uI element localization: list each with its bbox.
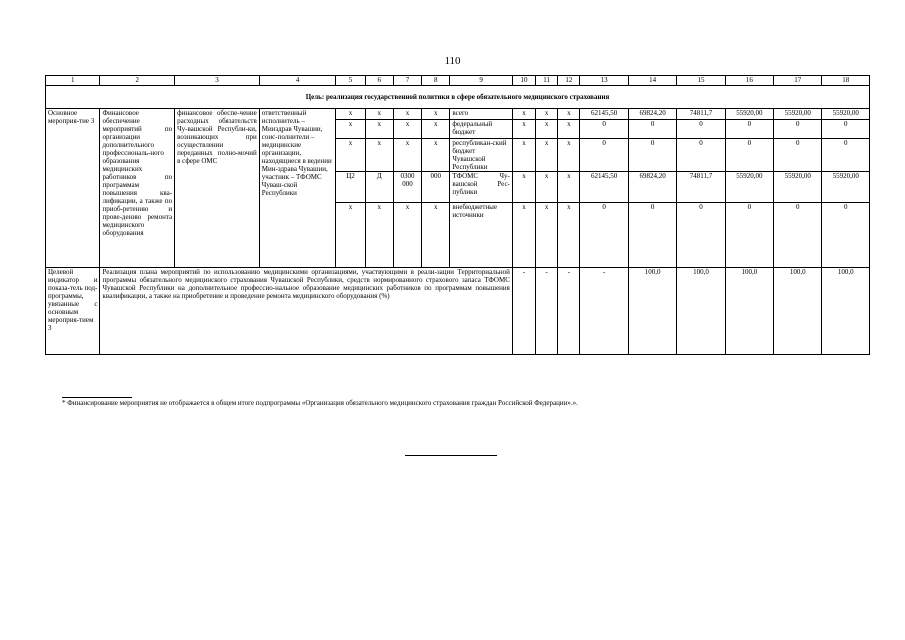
table-cell: х <box>365 139 393 172</box>
value-cell: 100,0 <box>677 268 725 355</box>
value-cell: 0 <box>822 120 870 139</box>
value-cell: 62145,50 <box>580 109 628 120</box>
header-cell: 8 <box>422 76 450 86</box>
value-cell: 100,0 <box>628 268 676 355</box>
header-cell: 6 <box>365 76 393 86</box>
goal-row <box>46 86 870 109</box>
value-cell: 100,0 <box>822 268 870 355</box>
activity-executors: ответственный исполнитель – Минздрав Чувашии, соис-полнители – медицинские организации, находящиеся в ведении Мин-здрава Чувашии, участник – ТФОМС Чуваш-ской Республики <box>259 109 336 268</box>
value-cell: 0 <box>580 139 628 172</box>
indicator-label: Целевой индикатор и показа-тель под-программы, увязанные с основным мероприя-тием 3 <box>46 268 100 355</box>
header-cell: 2 <box>100 76 175 86</box>
value-cell: 0 <box>628 120 676 139</box>
activity-label: Основное мероприя-тие 3 <box>46 109 100 268</box>
value-cell: 55920,00 <box>725 172 773 203</box>
activity-purpose: финансовое обеспе-чение расходных обязательств Чу-вашской Республи-ки, возникающих при осуществлении переданных полно-мочий в сфере ОМС <box>175 109 260 268</box>
value-cell: 69824,20 <box>628 109 676 120</box>
value-cell: 0 <box>725 203 773 268</box>
value-cell: 0 <box>628 139 676 172</box>
table-cell: Д <box>365 172 393 203</box>
value-cell: 0 <box>628 203 676 268</box>
value-cell: 0 <box>822 139 870 172</box>
end-separator <box>405 455 497 456</box>
table-cell: х <box>422 120 450 139</box>
value-cell: 0 <box>725 120 773 139</box>
funding-source: республикан-ский бюджет Чувашской Республики <box>450 139 513 172</box>
funding-source: всего <box>450 109 513 120</box>
table-cell: х <box>558 139 580 172</box>
indicator-row <box>46 268 870 355</box>
value-cell: 0 <box>774 203 822 268</box>
value-cell: 0 <box>725 139 773 172</box>
value-cell: 0 <box>822 203 870 268</box>
header-cell: 16 <box>725 76 773 86</box>
table-cell: - <box>558 268 580 355</box>
header-cell: 14 <box>628 76 676 86</box>
table-cell: х <box>393 109 421 120</box>
header-cell: 17 <box>774 76 822 86</box>
table-cell: х <box>422 109 450 120</box>
table-cell: х <box>558 109 580 120</box>
table-cell: 000 <box>422 172 450 203</box>
value-cell: 0 <box>774 120 822 139</box>
value-cell: 74811,7 <box>677 109 725 120</box>
table-cell: х <box>365 203 393 268</box>
header-cell: 18 <box>822 76 870 86</box>
header-cell: 15 <box>677 76 725 86</box>
table-cell: х <box>512 172 535 203</box>
table-cell: х <box>536 172 558 203</box>
value-cell: 0 <box>580 120 628 139</box>
value-cell: 62145,50 <box>580 172 628 203</box>
funding-source: ТФОМС Чу-вашской Рес-публики <box>450 172 513 203</box>
table-cell: х <box>336 203 365 268</box>
table-cell: х <box>365 109 393 120</box>
header-cell: 10 <box>512 76 535 86</box>
value-cell: 55920,00 <box>774 172 822 203</box>
table-cell: х <box>393 120 421 139</box>
table-cell: х <box>536 139 558 172</box>
table-cell: х <box>365 120 393 139</box>
header-cell: 5 <box>336 76 365 86</box>
table-cell: х <box>393 203 421 268</box>
value-cell: 74811,7 <box>677 172 725 203</box>
table-cell: Ц2 <box>336 172 365 203</box>
header-cell: 11 <box>536 76 558 86</box>
table-row <box>46 109 870 120</box>
value-cell: 0 <box>677 120 725 139</box>
table-cell: х <box>558 120 580 139</box>
header-row <box>46 76 870 86</box>
table-cell: х <box>512 203 535 268</box>
page-number: 110 <box>444 55 461 67</box>
table-cell: х <box>422 203 450 268</box>
header-cell: 12 <box>558 76 580 86</box>
table-cell: - <box>512 268 535 355</box>
table-cell: х <box>422 139 450 172</box>
table-cell: х <box>558 203 580 268</box>
header-cell: 9 <box>450 76 513 86</box>
value-cell: 100,0 <box>725 268 773 355</box>
indicator-text: Реализация плана мероприятий по использованию медицинскими организациями, участвующими в реали-зации Территориальной программы обязательного медицинского страхования Чувашской Республики, средств нормированного страхового запаса ТФОМС Чувашской Республики на дополнительное профессио-нальное образование медицинских работников по программам повышения квалификации, а также на приобретение и проведение ремонта медицинского оборудования (%) <box>100 268 512 355</box>
value-cell: 0 <box>677 139 725 172</box>
table-cell: х <box>512 109 535 120</box>
value-cell: - <box>580 268 628 355</box>
value-cell: 69824,20 <box>628 172 676 203</box>
table-cell: х <box>536 120 558 139</box>
value-cell: 100,0 <box>774 268 822 355</box>
funding-source: федеральный бюджет <box>450 120 513 139</box>
table-cell: х <box>558 172 580 203</box>
value-cell: 55920,00 <box>725 109 773 120</box>
header-cell: 13 <box>580 76 628 86</box>
table-cell: х <box>336 109 365 120</box>
value-cell: 0 <box>677 203 725 268</box>
header-cell: 4 <box>259 76 336 86</box>
header-cell: 1 <box>46 76 100 86</box>
footnote-separator <box>62 397 132 398</box>
goal-title: Цель: реализация государственной политики в сфере обязательного медицинского страхования <box>46 86 870 109</box>
table-cell: х <box>536 203 558 268</box>
value-cell: 55920,00 <box>774 109 822 120</box>
program-table <box>45 75 870 355</box>
value-cell: 55920,00 <box>822 172 870 203</box>
table-cell: х <box>336 120 365 139</box>
table-cell: х <box>393 139 421 172</box>
table-cell: х <box>336 139 365 172</box>
activity-name: Финансовое обеспечение мероприятий по организации дополнительного профессиональ-ного образования медицинских работников по программам повышения ква-лификации, а также по приоб-ретению и прове-дению ремонта медицинского оборудования <box>100 109 175 268</box>
header-cell: 7 <box>393 76 421 86</box>
table-cell: х <box>536 109 558 120</box>
funding-source: внебюджетные источники <box>450 203 513 268</box>
value-cell: 0 <box>580 203 628 268</box>
footnote: * Финансирование мероприятия не отображается в общем итоге подпрограммы «Организация обязательного медицинского страхования граждан Российской Федерации».». <box>62 399 578 407</box>
table-cell: х <box>512 120 535 139</box>
value-cell: 0 <box>774 139 822 172</box>
table-cell: 0300 000 <box>393 172 421 203</box>
header-cell: 3 <box>175 76 260 86</box>
value-cell: 55920,00 <box>822 109 870 120</box>
table-cell: х <box>512 139 535 172</box>
table-cell: - <box>536 268 558 355</box>
